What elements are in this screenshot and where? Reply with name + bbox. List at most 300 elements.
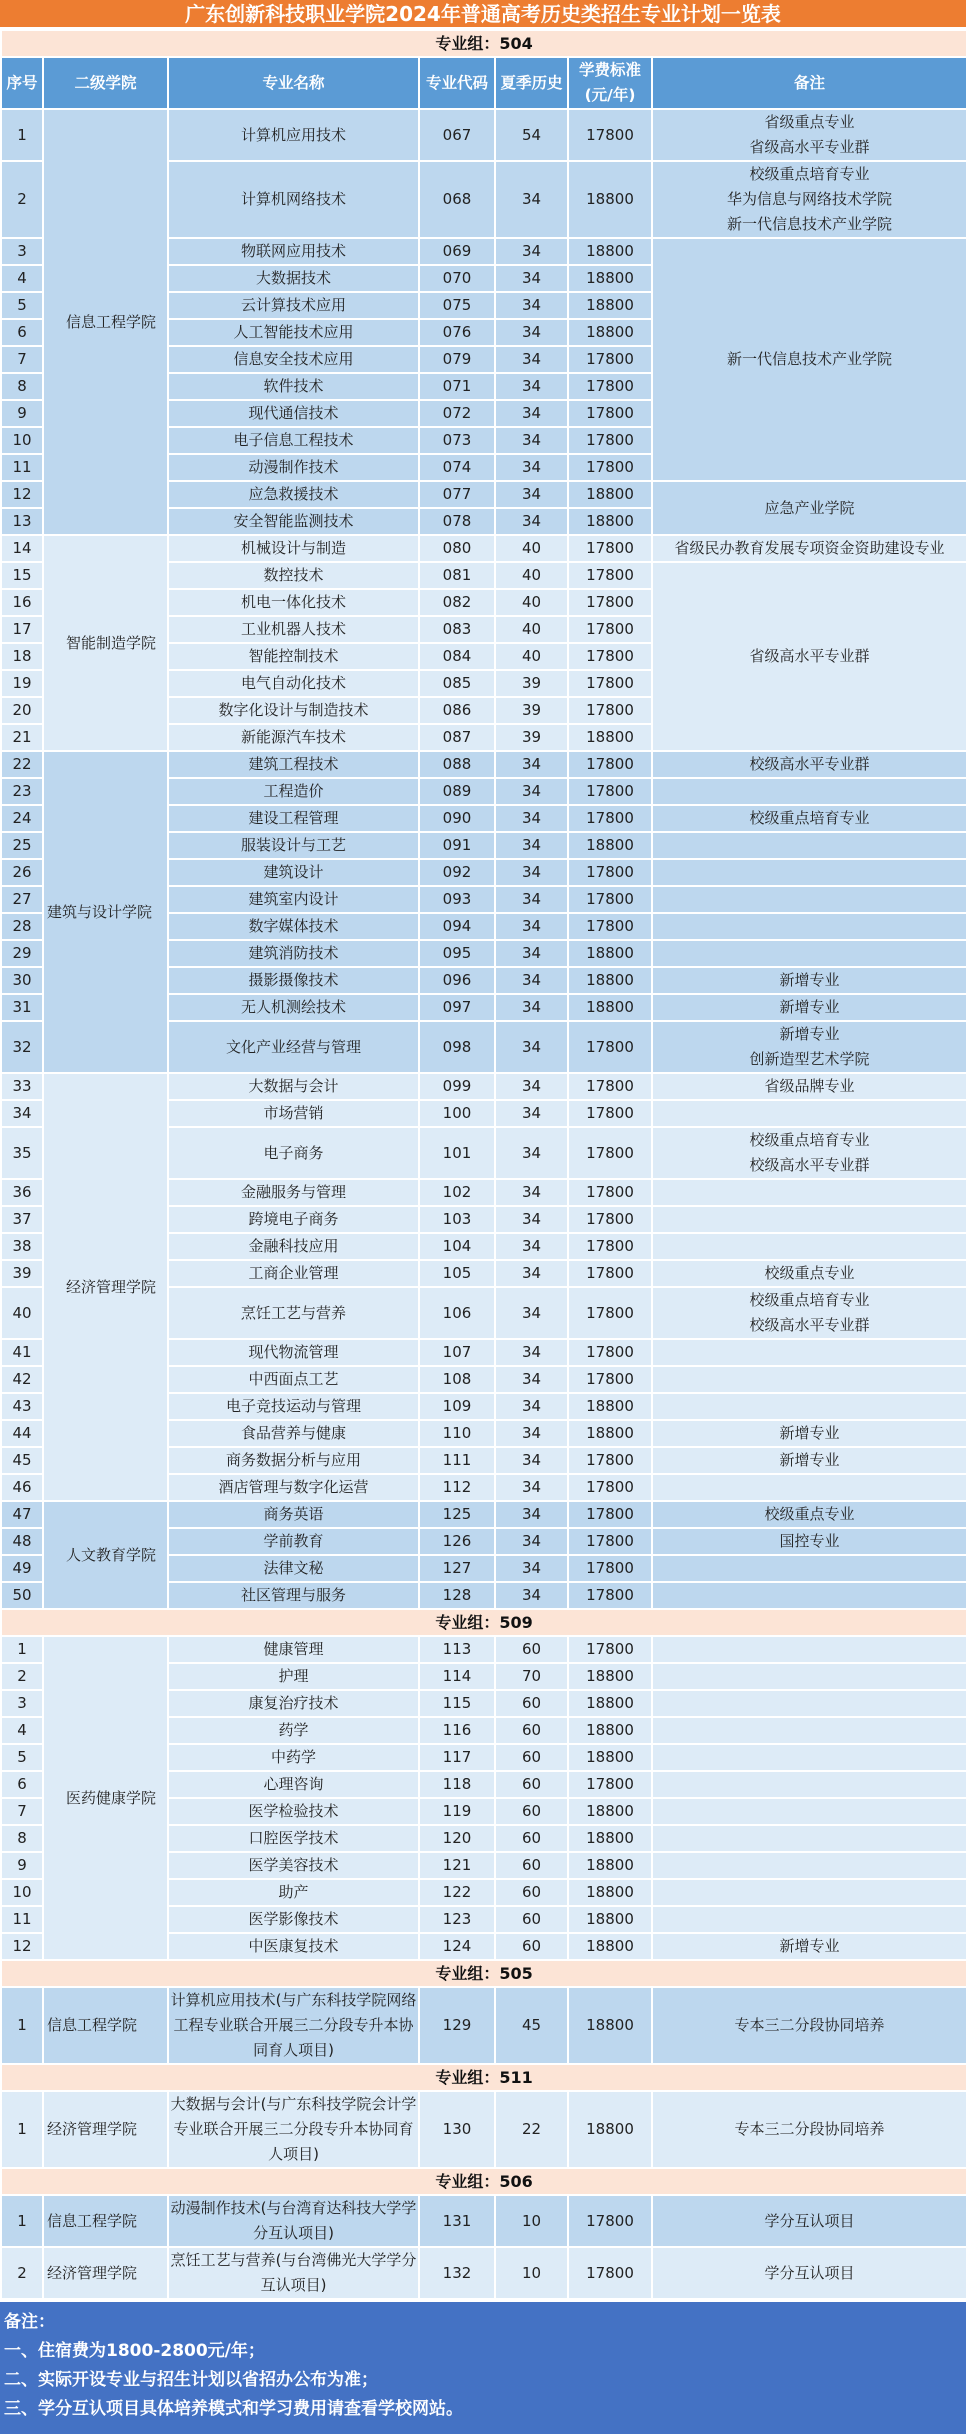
row-tuition: 18800 bbox=[568, 319, 652, 346]
row-major-name: 工商企业管理 bbox=[168, 1260, 419, 1287]
row-summer-history-count: 40 bbox=[495, 535, 568, 562]
row-seq: 3 bbox=[1, 238, 43, 265]
row-remark: 省级重点专业 省级高水平专业群 bbox=[652, 109, 966, 161]
row-seq: 11 bbox=[1, 454, 43, 481]
row-remark: 新一代信息技术产业学院 bbox=[652, 238, 966, 481]
row-major-name: 中西面点工艺 bbox=[168, 1366, 419, 1393]
row-seq: 9 bbox=[1, 400, 43, 427]
row-major-code: 079 bbox=[419, 346, 495, 373]
row-major-code: 096 bbox=[419, 967, 495, 994]
row-remark: 省级品牌专业 bbox=[652, 1073, 966, 1100]
page-title: 广东创新科技职业学院2024年普通高考历史类招生专业计划一览表 bbox=[0, 0, 966, 29]
row-summer-history-count: 34 bbox=[495, 1260, 568, 1287]
row-seq: 34 bbox=[1, 1100, 43, 1127]
row-seq: 37 bbox=[1, 1206, 43, 1233]
row-major-name: 金融服务与管理 bbox=[168, 1179, 419, 1206]
row-remark: 新增专业 bbox=[652, 1447, 966, 1474]
row-summer-history-count: 34 bbox=[495, 751, 568, 778]
row-remark: 校级重点专业 bbox=[652, 1260, 966, 1287]
row-summer-history-count: 34 bbox=[495, 967, 568, 994]
row-major-code: 128 bbox=[419, 1582, 495, 1609]
row-summer-history-count: 60 bbox=[495, 1879, 568, 1906]
row-summer-history-count: 34 bbox=[495, 886, 568, 913]
row-seq: 4 bbox=[1, 1717, 43, 1744]
row-remark: 校级重点培育专业 bbox=[652, 805, 966, 832]
row-tuition: 18800 bbox=[568, 1798, 652, 1825]
row-summer-history-count: 34 bbox=[495, 940, 568, 967]
row-summer-history-count: 40 bbox=[495, 562, 568, 589]
row-major-name: 计算机应用技术 bbox=[168, 109, 419, 161]
row-seq: 6 bbox=[1, 1771, 43, 1798]
row-tuition: 17800 bbox=[568, 1528, 652, 1555]
note-item: 二、实际开设专业与招生计划以省招办公布为准； bbox=[4, 2370, 378, 2390]
row-remark: 应急产业学院 bbox=[652, 481, 966, 535]
row-seq: 39 bbox=[1, 1260, 43, 1287]
row-seq: 3 bbox=[1, 1690, 43, 1717]
row-major-name: 安全智能监测技术 bbox=[168, 508, 419, 535]
row-major-name: 口腔医学技术 bbox=[168, 1825, 419, 1852]
table-row bbox=[1, 535, 966, 562]
row-remark: 新增专业 创新造型艺术学院 bbox=[652, 1021, 966, 1073]
row-summer-history-count: 60 bbox=[495, 1690, 568, 1717]
row-remark bbox=[652, 1206, 966, 1233]
row-remark bbox=[652, 1233, 966, 1260]
row-major-name: 物联网应用技术 bbox=[168, 238, 419, 265]
row-tuition: 17800 bbox=[568, 1206, 652, 1233]
row-seq: 48 bbox=[1, 1528, 43, 1555]
header-summer-history: 夏季历史 bbox=[495, 57, 568, 109]
row-remark bbox=[652, 1582, 966, 1609]
row-major-code: 114 bbox=[419, 1663, 495, 1690]
row-seq: 11 bbox=[1, 1906, 43, 1933]
row-tuition: 18800 bbox=[568, 2091, 652, 2168]
row-seq: 9 bbox=[1, 1852, 43, 1879]
row-seq: 30 bbox=[1, 967, 43, 994]
row-tuition: 17800 bbox=[568, 1339, 652, 1366]
row-summer-history-count: 39 bbox=[495, 697, 568, 724]
row-major-name: 无人机测绘技术 bbox=[168, 994, 419, 1021]
row-seq: 18 bbox=[1, 643, 43, 670]
row-remark: 校级高水平专业群 bbox=[652, 751, 966, 778]
row-major-code: 068 bbox=[419, 161, 495, 238]
row-summer-history-count: 70 bbox=[495, 1663, 568, 1690]
row-major-code: 113 bbox=[419, 1636, 495, 1663]
row-major-name: 智能控制技术 bbox=[168, 643, 419, 670]
row-major-code: 086 bbox=[419, 697, 495, 724]
row-college: 医药健康学院 bbox=[43, 1636, 168, 1960]
row-summer-history-count: 34 bbox=[495, 1393, 568, 1420]
row-major-name: 医学美容技术 bbox=[168, 1852, 419, 1879]
row-major-code: 106 bbox=[419, 1287, 495, 1339]
row-seq: 1 bbox=[1, 109, 43, 161]
row-summer-history-count: 60 bbox=[495, 1744, 568, 1771]
row-tuition: 17800 bbox=[568, 1260, 652, 1287]
row-remark bbox=[652, 1366, 966, 1393]
row-major-name: 电子竞技运动与管理 bbox=[168, 1393, 419, 1420]
row-remark bbox=[652, 1339, 966, 1366]
group-label: 专业组：504 bbox=[1, 30, 966, 57]
row-major-code: 105 bbox=[419, 1260, 495, 1287]
row-tuition: 17800 bbox=[568, 1073, 652, 1100]
row-remark: 省级高水平专业群 bbox=[652, 562, 966, 751]
row-remark: 新增专业 bbox=[652, 994, 966, 1021]
row-tuition: 17800 bbox=[568, 535, 652, 562]
row-major-code: 084 bbox=[419, 643, 495, 670]
row-major-code: 082 bbox=[419, 589, 495, 616]
row-summer-history-count: 22 bbox=[495, 2091, 568, 2168]
enrollment-plan-table bbox=[0, 29, 966, 2300]
row-seq: 27 bbox=[1, 886, 43, 913]
table-row bbox=[1, 1987, 966, 2064]
row-seq: 45 bbox=[1, 1447, 43, 1474]
row-seq: 40 bbox=[1, 1287, 43, 1339]
row-tuition: 18800 bbox=[568, 1825, 652, 1852]
row-major-code: 102 bbox=[419, 1179, 495, 1206]
row-major-code: 118 bbox=[419, 1771, 495, 1798]
row-seq: 10 bbox=[1, 427, 43, 454]
row-summer-history-count: 34 bbox=[495, 913, 568, 940]
row-major-name: 金融科技应用 bbox=[168, 1233, 419, 1260]
row-seq: 13 bbox=[1, 508, 43, 535]
group-header bbox=[1, 2064, 966, 2091]
row-tuition: 17800 bbox=[568, 1127, 652, 1179]
row-major-name: 人工智能技术应用 bbox=[168, 319, 419, 346]
row-tuition: 17800 bbox=[568, 1501, 652, 1528]
row-tuition: 18800 bbox=[568, 481, 652, 508]
row-summer-history-count: 34 bbox=[495, 1206, 568, 1233]
row-tuition: 17800 bbox=[568, 670, 652, 697]
header-tuition: 学费标准 (元/年) bbox=[568, 57, 652, 109]
row-major-code: 107 bbox=[419, 1339, 495, 1366]
row-seq: 6 bbox=[1, 319, 43, 346]
row-major-name: 电子信息工程技术 bbox=[168, 427, 419, 454]
row-major-code: 131 bbox=[419, 2195, 495, 2247]
row-major-code: 122 bbox=[419, 1879, 495, 1906]
row-seq: 44 bbox=[1, 1420, 43, 1447]
row-seq: 41 bbox=[1, 1339, 43, 1366]
row-major-code: 076 bbox=[419, 319, 495, 346]
row-major-code: 094 bbox=[419, 913, 495, 940]
row-summer-history-count: 34 bbox=[495, 1021, 568, 1073]
row-remark bbox=[652, 913, 966, 940]
row-major-code: 111 bbox=[419, 1447, 495, 1474]
row-tuition: 17800 bbox=[568, 1555, 652, 1582]
row-summer-history-count: 34 bbox=[495, 1127, 568, 1179]
row-remark bbox=[652, 1100, 966, 1127]
row-major-name: 电子商务 bbox=[168, 1127, 419, 1179]
row-summer-history-count: 34 bbox=[495, 1366, 568, 1393]
row-major-name: 云计算技术应用 bbox=[168, 292, 419, 319]
table-row bbox=[1, 109, 966, 161]
row-seq: 10 bbox=[1, 1879, 43, 1906]
row-seq: 1 bbox=[1, 1987, 43, 2064]
row-major-name: 机电一体化技术 bbox=[168, 589, 419, 616]
row-seq: 47 bbox=[1, 1501, 43, 1528]
row-seq: 8 bbox=[1, 373, 43, 400]
row-tuition: 17800 bbox=[568, 805, 652, 832]
note-item: 一、住宿费为1800-2800元/年； bbox=[4, 2341, 265, 2361]
row-major-code: 104 bbox=[419, 1233, 495, 1260]
row-remark bbox=[652, 1906, 966, 1933]
table-row bbox=[1, 2091, 966, 2168]
row-major-name: 学前教育 bbox=[168, 1528, 419, 1555]
table-row bbox=[1, 2195, 966, 2247]
row-summer-history-count: 45 bbox=[495, 1987, 568, 2064]
row-major-name: 医学检验技术 bbox=[168, 1798, 419, 1825]
row-major-name: 建筑室内设计 bbox=[168, 886, 419, 913]
row-tuition: 18800 bbox=[568, 1663, 652, 1690]
row-summer-history-count: 54 bbox=[495, 109, 568, 161]
row-major-code: 093 bbox=[419, 886, 495, 913]
row-remark: 省级民办教育发展专项资金资助建设专业 bbox=[652, 535, 966, 562]
row-major-name: 大数据与会计(与广东科技学院会计学专业联合开展三二分段专升本协同育人项目) bbox=[168, 2091, 419, 2168]
row-tuition: 17800 bbox=[568, 1474, 652, 1501]
row-seq: 26 bbox=[1, 859, 43, 886]
row-major-name: 工业机器人技术 bbox=[168, 616, 419, 643]
row-major-name: 数控技术 bbox=[168, 562, 419, 589]
row-remark bbox=[652, 886, 966, 913]
row-major-name: 烹饪工艺与营养 bbox=[168, 1287, 419, 1339]
row-major-code: 070 bbox=[419, 265, 495, 292]
row-tuition: 17800 bbox=[568, 886, 652, 913]
row-seq: 12 bbox=[1, 1933, 43, 1960]
row-summer-history-count: 34 bbox=[495, 1420, 568, 1447]
row-major-name: 机械设计与制造 bbox=[168, 535, 419, 562]
row-summer-history-count: 34 bbox=[495, 832, 568, 859]
row-major-code: 132 bbox=[419, 2247, 495, 2299]
row-major-name: 动漫制作技术(与台湾育达科技大学学分互认项目) bbox=[168, 2195, 419, 2247]
row-tuition: 18800 bbox=[568, 292, 652, 319]
row-summer-history-count: 34 bbox=[495, 1179, 568, 1206]
row-summer-history-count: 34 bbox=[495, 1555, 568, 1582]
row-seq: 25 bbox=[1, 832, 43, 859]
row-seq: 8 bbox=[1, 1825, 43, 1852]
row-tuition: 17800 bbox=[568, 1021, 652, 1073]
row-seq: 5 bbox=[1, 292, 43, 319]
row-summer-history-count: 34 bbox=[495, 454, 568, 481]
row-tuition: 17800 bbox=[568, 643, 652, 670]
row-college: 信息工程学院 bbox=[43, 109, 168, 535]
row-major-name: 数字媒体技术 bbox=[168, 913, 419, 940]
row-summer-history-count: 60 bbox=[495, 1825, 568, 1852]
row-seq: 4 bbox=[1, 265, 43, 292]
row-summer-history-count: 34 bbox=[495, 292, 568, 319]
row-major-code: 125 bbox=[419, 1501, 495, 1528]
row-major-name: 现代通信技术 bbox=[168, 400, 419, 427]
row-tuition: 18800 bbox=[568, 967, 652, 994]
row-summer-history-count: 34 bbox=[495, 805, 568, 832]
row-seq: 15 bbox=[1, 562, 43, 589]
row-seq: 2 bbox=[1, 161, 43, 238]
group-header-504 bbox=[1, 30, 966, 57]
row-remark bbox=[652, 1879, 966, 1906]
row-tuition: 17800 bbox=[568, 913, 652, 940]
row-tuition: 17800 bbox=[568, 1771, 652, 1798]
row-college: 经济管理学院 bbox=[43, 2247, 168, 2299]
row-tuition: 17800 bbox=[568, 427, 652, 454]
row-tuition: 17800 bbox=[568, 778, 652, 805]
row-tuition: 17800 bbox=[568, 1233, 652, 1260]
row-summer-history-count: 10 bbox=[495, 2247, 568, 2299]
row-seq: 28 bbox=[1, 913, 43, 940]
row-tuition: 18800 bbox=[568, 1987, 652, 2064]
group-label: 专业组：505 bbox=[1, 1960, 966, 1987]
row-seq: 2 bbox=[1, 2247, 43, 2299]
row-remark: 校级重点专业 bbox=[652, 1501, 966, 1528]
table-row bbox=[1, 751, 966, 778]
row-major-code: 127 bbox=[419, 1555, 495, 1582]
row-seq: 33 bbox=[1, 1073, 43, 1100]
notes-heading: 备注： bbox=[4, 2312, 55, 2332]
row-summer-history-count: 34 bbox=[495, 508, 568, 535]
row-major-name: 数字化设计与制造技术 bbox=[168, 697, 419, 724]
row-seq: 2 bbox=[1, 1663, 43, 1690]
row-summer-history-count: 34 bbox=[495, 238, 568, 265]
row-tuition: 17800 bbox=[568, 1366, 652, 1393]
row-summer-history-count: 10 bbox=[495, 2195, 568, 2247]
row-summer-history-count: 34 bbox=[495, 778, 568, 805]
row-major-code: 126 bbox=[419, 1528, 495, 1555]
row-major-code: 088 bbox=[419, 751, 495, 778]
row-major-code: 073 bbox=[419, 427, 495, 454]
row-major-name: 烹饪工艺与营养(与台湾佛光大学学分互认项目) bbox=[168, 2247, 419, 2299]
row-college: 经济管理学院 bbox=[43, 1073, 168, 1501]
group-header bbox=[1, 1960, 966, 1987]
row-major-name: 软件技术 bbox=[168, 373, 419, 400]
row-tuition: 18800 bbox=[568, 724, 652, 751]
row-seq: 7 bbox=[1, 1798, 43, 1825]
note-item: 三、学分互认项目具体培养模式和学习费用请查看学校网站。 bbox=[4, 2399, 463, 2419]
row-summer-history-count: 60 bbox=[495, 1798, 568, 1825]
row-major-name: 酒店管理与数字化运营 bbox=[168, 1474, 419, 1501]
row-major-name: 护理 bbox=[168, 1663, 419, 1690]
row-tuition: 17800 bbox=[568, 589, 652, 616]
row-tuition: 18800 bbox=[568, 1852, 652, 1879]
row-summer-history-count: 60 bbox=[495, 1771, 568, 1798]
row-major-code: 110 bbox=[419, 1420, 495, 1447]
row-summer-history-count: 60 bbox=[495, 1636, 568, 1663]
row-major-code: 072 bbox=[419, 400, 495, 427]
row-major-code: 108 bbox=[419, 1366, 495, 1393]
row-summer-history-count: 60 bbox=[495, 1906, 568, 1933]
row-summer-history-count: 34 bbox=[495, 373, 568, 400]
row-major-code: 078 bbox=[419, 508, 495, 535]
row-college: 智能制造学院 bbox=[43, 535, 168, 751]
row-seq: 50 bbox=[1, 1582, 43, 1609]
row-major-code: 075 bbox=[419, 292, 495, 319]
row-tuition: 18800 bbox=[568, 238, 652, 265]
row-seq: 35 bbox=[1, 1127, 43, 1179]
row-summer-history-count: 34 bbox=[495, 994, 568, 1021]
row-tuition: 17800 bbox=[568, 1447, 652, 1474]
row-tuition: 18800 bbox=[568, 1906, 652, 1933]
row-remark bbox=[652, 1744, 966, 1771]
row-major-name: 大数据与会计 bbox=[168, 1073, 419, 1100]
row-remark bbox=[652, 832, 966, 859]
row-remark bbox=[652, 1636, 966, 1663]
row-major-name: 计算机应用技术(与广东科技学院网络工程专业联合开展三二分段专升本协同育人项目) bbox=[168, 1987, 419, 2064]
row-college: 人文教育学院 bbox=[43, 1501, 168, 1609]
row-seq: 24 bbox=[1, 805, 43, 832]
row-major-code: 074 bbox=[419, 454, 495, 481]
row-seq: 23 bbox=[1, 778, 43, 805]
row-summer-history-count: 34 bbox=[495, 265, 568, 292]
row-tuition: 18800 bbox=[568, 1393, 652, 1420]
row-remark: 新增专业 bbox=[652, 967, 966, 994]
row-seq: 1 bbox=[1, 2195, 43, 2247]
row-summer-history-count: 60 bbox=[495, 1717, 568, 1744]
row-seq: 38 bbox=[1, 1233, 43, 1260]
row-seq: 1 bbox=[1, 2091, 43, 2168]
row-major-name: 助产 bbox=[168, 1879, 419, 1906]
row-remark bbox=[652, 1825, 966, 1852]
row-remark bbox=[652, 1798, 966, 1825]
row-summer-history-count: 34 bbox=[495, 1528, 568, 1555]
row-major-name: 市场营销 bbox=[168, 1100, 419, 1127]
row-major-name: 摄影摄像技术 bbox=[168, 967, 419, 994]
row-remark bbox=[652, 1179, 966, 1206]
row-tuition: 18800 bbox=[568, 940, 652, 967]
row-major-code: 090 bbox=[419, 805, 495, 832]
row-major-name: 康复治疗技术 bbox=[168, 1690, 419, 1717]
table-row bbox=[1, 1501, 966, 1528]
row-remark bbox=[652, 859, 966, 886]
row-major-code: 099 bbox=[419, 1073, 495, 1100]
row-remark: 校级重点培育专业 华为信息与网络技术学院 新一代信息技术产业学院 bbox=[652, 161, 966, 238]
row-major-code: 121 bbox=[419, 1852, 495, 1879]
row-major-code: 115 bbox=[419, 1690, 495, 1717]
row-college: 建筑与设计学院 bbox=[43, 751, 168, 1073]
row-seq: 19 bbox=[1, 670, 43, 697]
group-label: 专业组：511 bbox=[1, 2064, 966, 2091]
row-college: 信息工程学院 bbox=[43, 2195, 168, 2247]
row-remark: 专本三二分段协同培养 bbox=[652, 2091, 966, 2168]
row-major-name: 建筑工程技术 bbox=[168, 751, 419, 778]
row-remark bbox=[652, 1771, 966, 1798]
row-tuition: 17800 bbox=[568, 400, 652, 427]
row-seq: 12 bbox=[1, 481, 43, 508]
row-remark bbox=[652, 1717, 966, 1744]
row-seq: 49 bbox=[1, 1555, 43, 1582]
row-remark: 专本三二分段协同培养 bbox=[652, 1987, 966, 2064]
row-summer-history-count: 34 bbox=[495, 427, 568, 454]
row-major-code: 109 bbox=[419, 1393, 495, 1420]
row-remark bbox=[652, 1555, 966, 1582]
row-major-name: 社区管理与服务 bbox=[168, 1582, 419, 1609]
row-major-name: 现代物流管理 bbox=[168, 1339, 419, 1366]
row-summer-history-count: 34 bbox=[495, 1447, 568, 1474]
row-seq: 31 bbox=[1, 994, 43, 1021]
row-major-name: 中药学 bbox=[168, 1744, 419, 1771]
header-college: 二级学院 bbox=[43, 57, 168, 109]
row-summer-history-count: 34 bbox=[495, 1474, 568, 1501]
row-college: 经济管理学院 bbox=[43, 2091, 168, 2168]
row-tuition: 18800 bbox=[568, 994, 652, 1021]
row-major-code: 117 bbox=[419, 1744, 495, 1771]
row-tuition: 17800 bbox=[568, 109, 652, 161]
row-tuition: 17800 bbox=[568, 697, 652, 724]
row-remark: 校级重点培育专业 校级高水平专业群 bbox=[652, 1287, 966, 1339]
row-seq: 5 bbox=[1, 1744, 43, 1771]
row-summer-history-count: 39 bbox=[495, 724, 568, 751]
row-tuition: 18800 bbox=[568, 161, 652, 238]
row-major-code: 077 bbox=[419, 481, 495, 508]
row-tuition: 17800 bbox=[568, 1287, 652, 1339]
row-major-name: 计算机网络技术 bbox=[168, 161, 419, 238]
row-major-code: 130 bbox=[419, 2091, 495, 2168]
group-header bbox=[1, 1609, 966, 1636]
row-tuition: 17800 bbox=[568, 1179, 652, 1206]
